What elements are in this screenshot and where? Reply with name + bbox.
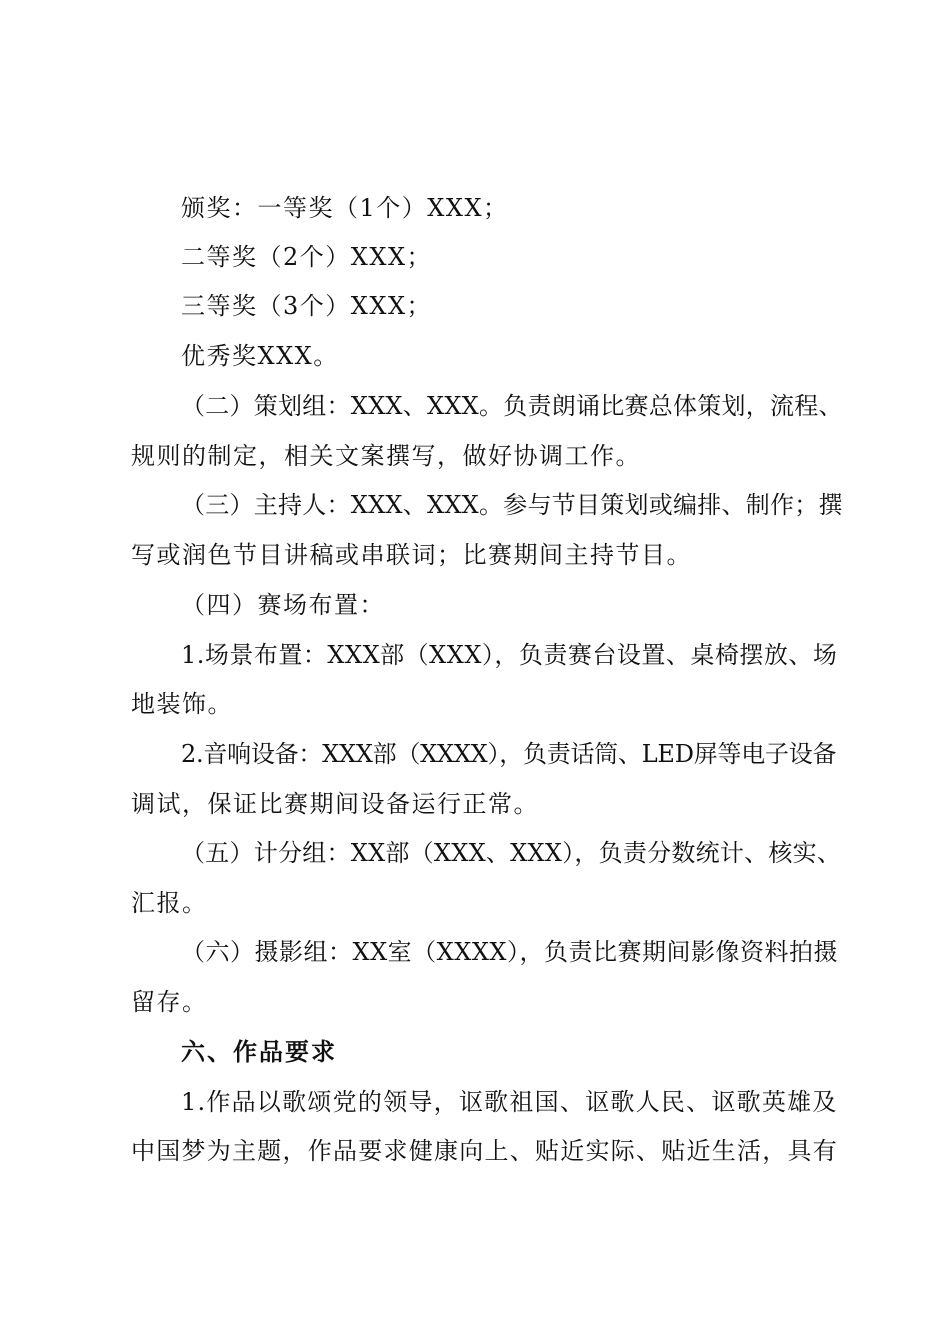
venue-scene-line-2: 地装饰。 <box>131 690 233 718</box>
planning-line-1: （二）策划组：XXX、XXX。负责朗诵比赛总体策划，流程、 <box>181 392 843 420</box>
award-third-line: 三等奖（3个）XXX； <box>181 292 433 320</box>
venue-scene-line-1: 1.场景布置：XXX部（XXX），负责赛台设置、桌椅摆放、场 <box>181 641 838 669</box>
award-second-line: 二等奖（2个）XXX； <box>181 243 433 271</box>
photo-line-2: 留存。 <box>131 988 208 1016</box>
venue-audio-line-1: 2.音响设备：XXX部（XXXX），负责话筒、LED屏等电子设备 <box>181 740 837 768</box>
host-line-1: （三）主持人：XXX、XXX。参与节目策划或编排、制作；撰 <box>181 491 843 519</box>
planning-line-2: 规则的制定，相关文案撰写，做好协调工作。 <box>131 442 641 470</box>
scoring-line-1: （五）计分组：XX部（XXX、XXX），负责分数统计、核实、 <box>181 839 842 867</box>
award-first-line: 颁奖：一等奖（1个）XXX； <box>181 194 509 222</box>
venue-title: （四）赛场布置： <box>181 591 385 619</box>
scoring-line-2: 汇报。 <box>131 889 208 917</box>
host-line-2: 写或润色节目讲稿或串联词；比赛期间主持节目。 <box>131 541 692 569</box>
section-6-heading: 六、作品要求 <box>181 1038 337 1066</box>
section-6-item-1-line-1: 1.作品以歌颂党的领导，讴歌祖国、讴歌人民、讴歌英雄及 <box>181 1088 838 1116</box>
award-merit-line: 优秀奖XXX。 <box>181 342 339 370</box>
photo-line-1: （六）摄影组：XX室（XXXX），负责比赛期间影像资料拍摄 <box>181 938 839 966</box>
venue-audio-line-2: 调试，保证比赛期间设备运行正常。 <box>131 790 539 818</box>
section-6-item-1-line-2: 中国梦为主题，作品要求健康向上、贴近实际、贴近生活，具有 <box>131 1137 838 1165</box>
